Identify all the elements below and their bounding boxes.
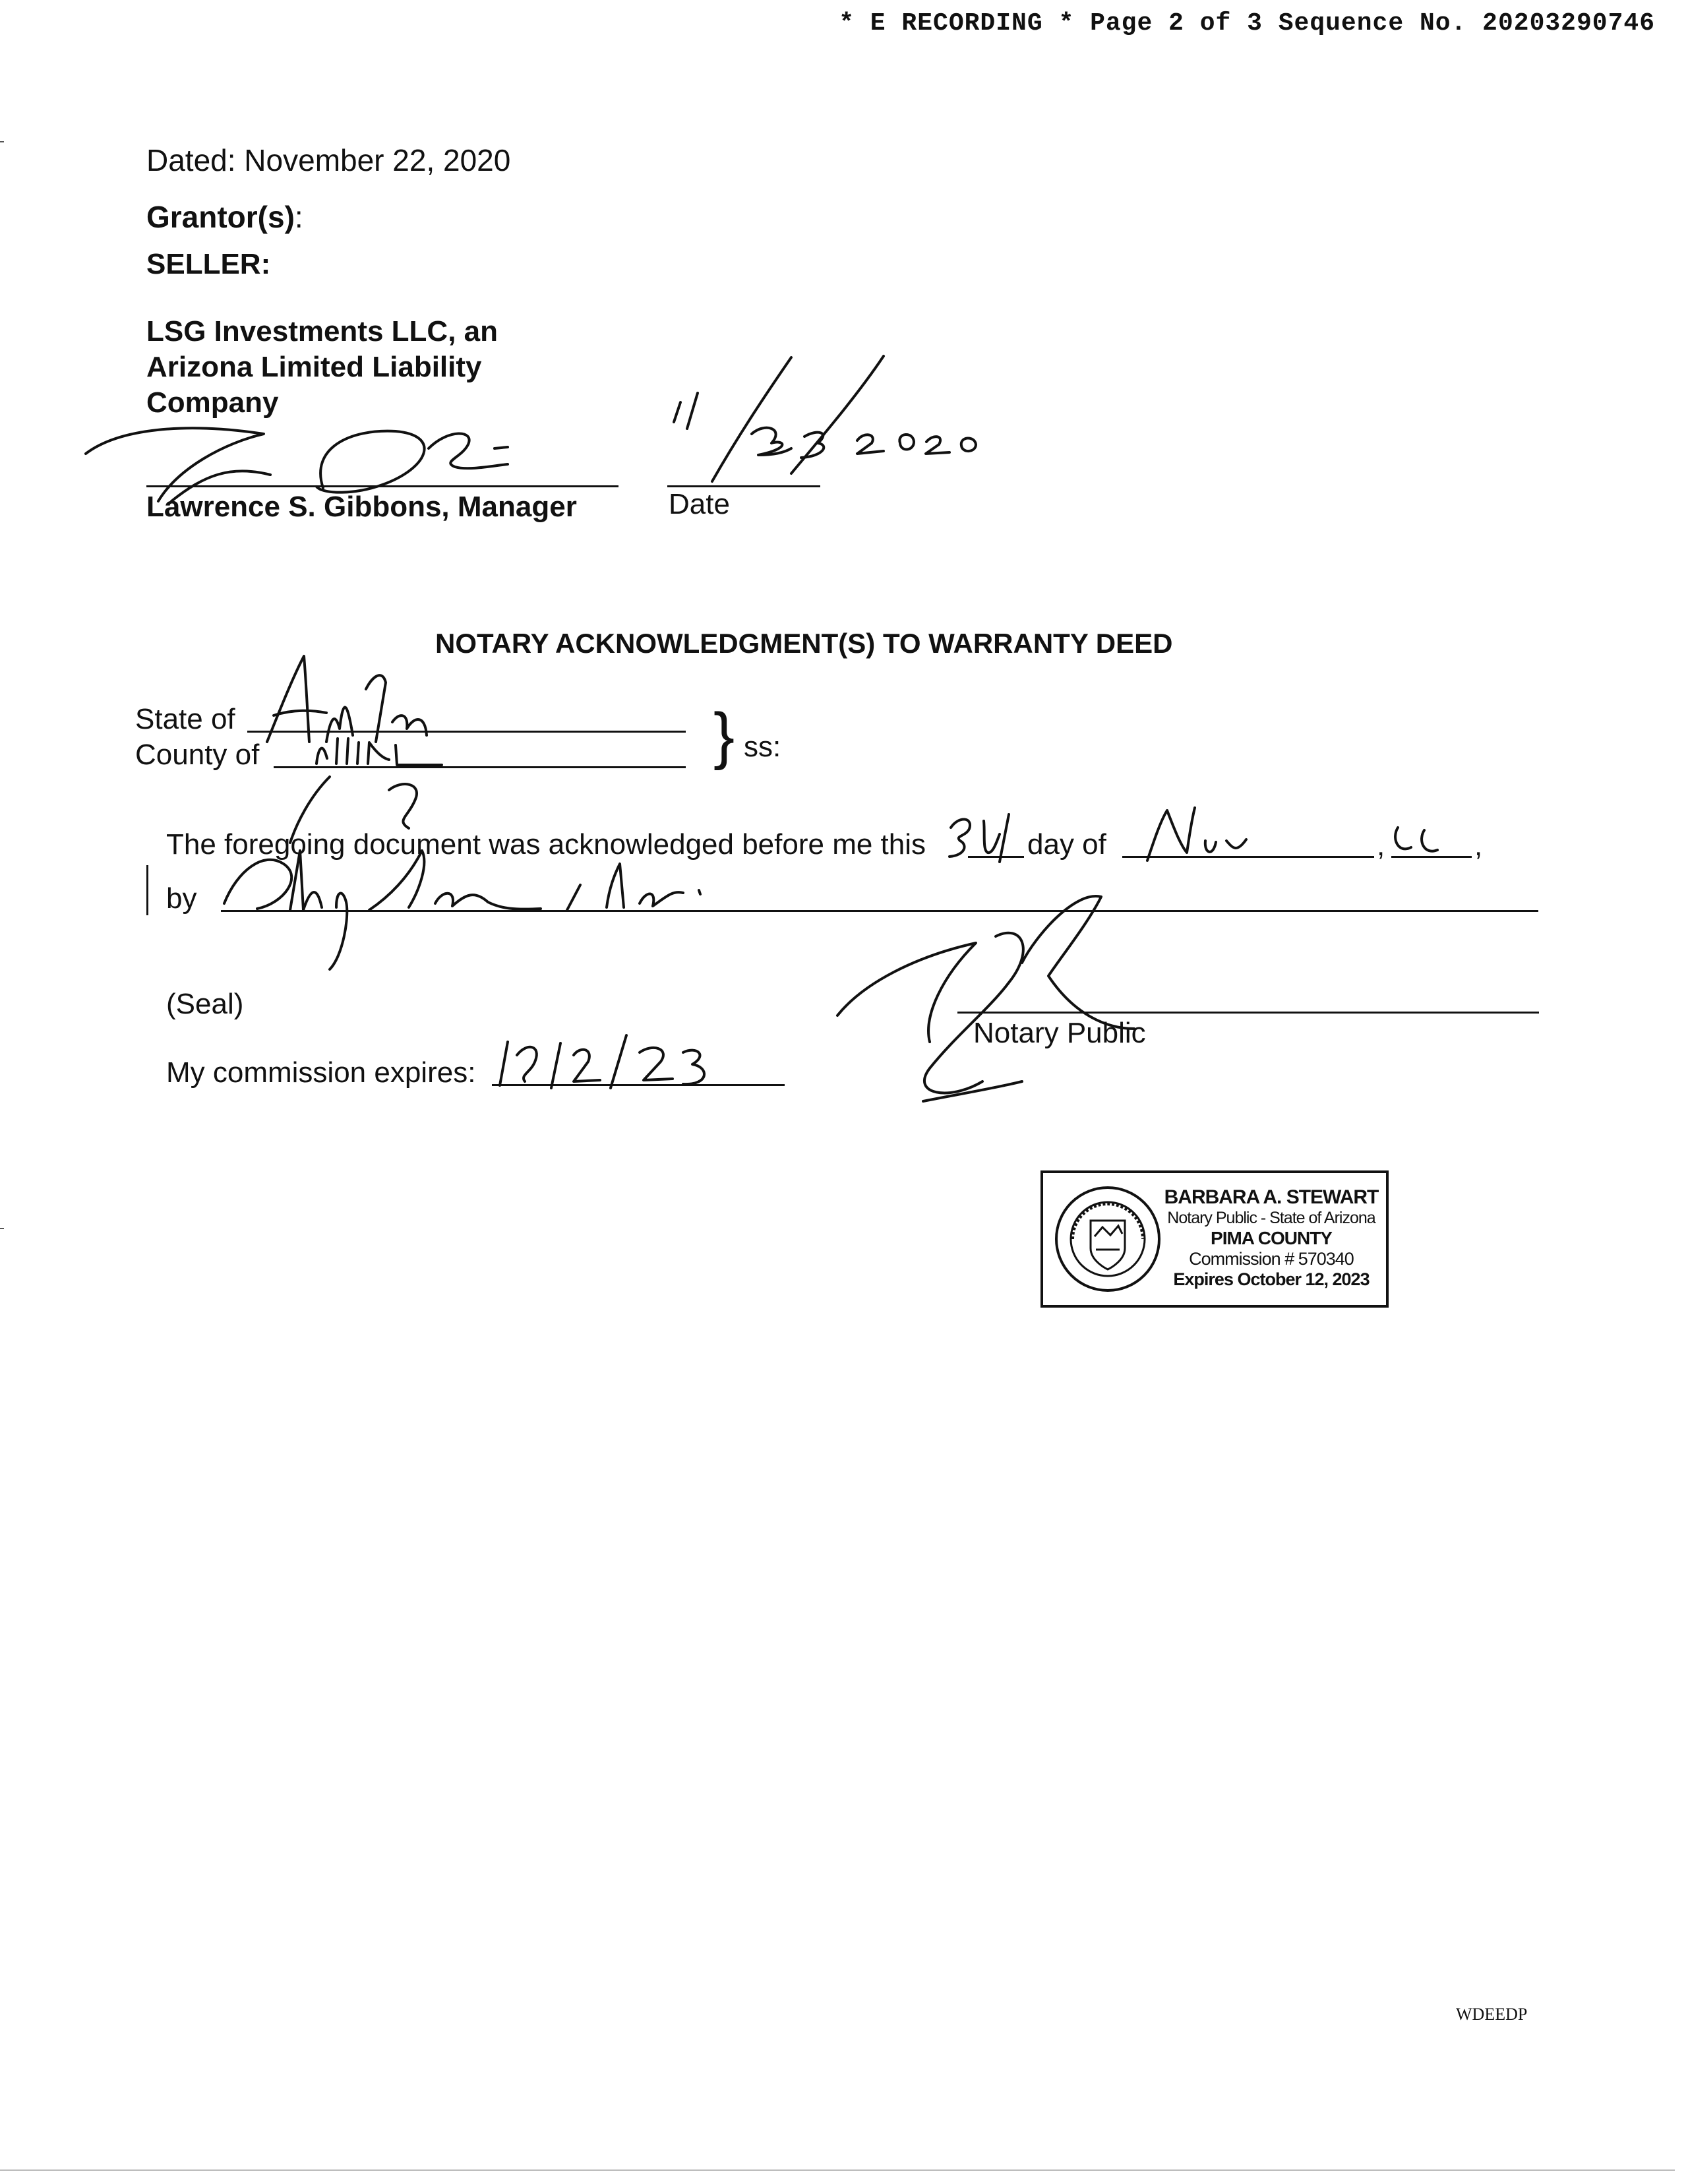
- handwritten-date: [659, 356, 1002, 488]
- ss-label: ss:: [744, 731, 781, 763]
- grantor-heading: [146, 199, 303, 235]
- date-label: Date: [669, 488, 730, 520]
- entity-line-2: Arizona Limited Liability: [146, 351, 482, 383]
- state-seal-icon: [1052, 1184, 1163, 1294]
- commission-handwriting: [488, 1029, 712, 1101]
- grantor-signature: [73, 402, 534, 514]
- day-of-label: day of: [1027, 828, 1106, 861]
- recording-header: * E RECORDING * Page 2 of 3 Sequence No. 20203290746: [839, 9, 1655, 38]
- state-label: State of: [135, 703, 235, 735]
- stamp-title: Notary Public - State of Arizona: [1167, 1209, 1375, 1227]
- seller-label: SELLER:: [146, 248, 271, 280]
- date-handwriting: [936, 801, 1490, 867]
- scan-bottom-edge: [0, 2169, 1675, 2171]
- comma-2: ,: [1474, 830, 1483, 862]
- stamp-text: [1159, 1186, 1383, 1290]
- footer-code: WDEEDP: [1456, 2005, 1528, 2024]
- county-handwriting: [310, 732, 481, 772]
- commission-label: My commission expires:: [166, 1056, 476, 1089]
- grantor-label: Grantor(s): [146, 200, 295, 234]
- stamp-name: BARBARA A. STEWART: [1164, 1186, 1379, 1208]
- notary-stamp: [1040, 1170, 1389, 1308]
- county-label: County of: [135, 739, 260, 771]
- grantor-colon: :: [294, 200, 303, 234]
- notary-title: NOTARY ACKNOWLEDGMENT(S) TO WARRANTY DEED: [435, 628, 1173, 659]
- acknowledged-text: The foregoing document was acknowledged before me this: [166, 828, 926, 861]
- scan-mark: [0, 1228, 4, 1229]
- stamp-expires: Expires October 12, 2023: [1173, 1269, 1370, 1289]
- stamp-county: PIMA COUNTY: [1211, 1228, 1332, 1248]
- stamp-commission: Commission # 570340: [1189, 1249, 1354, 1269]
- notary-signature: [824, 884, 1220, 1121]
- entity-line-3: Company: [146, 386, 279, 419]
- seal-label: (Seal): [166, 988, 244, 1020]
- comma-1: ,: [1377, 830, 1385, 862]
- signer-name: Lawrence S. Gibbons, Manager: [146, 491, 577, 523]
- by-handwriting: [211, 824, 804, 976]
- dated-line: Dated: November 22, 2020: [146, 143, 511, 177]
- margin-bar: [146, 865, 148, 915]
- scan-mark: [0, 141, 4, 142]
- ss-brace: }: [713, 700, 735, 771]
- entity-line-1: LSG Investments LLC, an: [146, 315, 498, 348]
- notary-public-label: Notary Public: [973, 1017, 1146, 1049]
- by-label: by: [166, 882, 197, 915]
